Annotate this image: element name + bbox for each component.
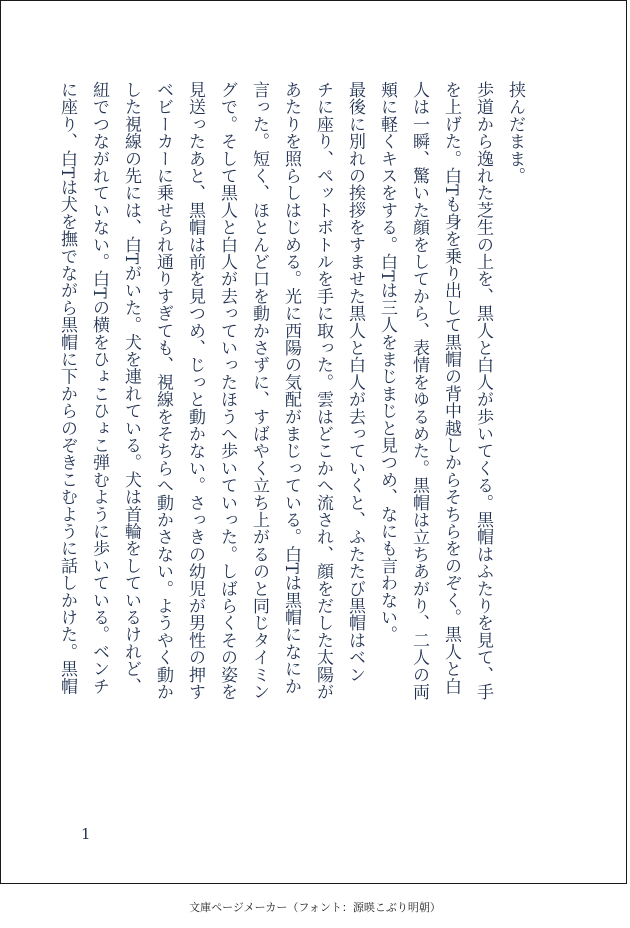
- text-line: を上げた。白Tも身を乗り出して黒帽の背中越しからそちらをのぞく。黒人と白: [441, 81, 461, 695]
- text-line: チに座り、ペットボトルを手に取った。雲はどこかへ流され、顔をだした太陽が: [313, 81, 333, 701]
- text-line: 最後に別れの挨拶をすませた黒人と白人が去っていくと、ふたたび黒帽はベン: [345, 81, 365, 683]
- text-line: に座り、白Tは犬を撫でながら黒帽に下からのぞきこむように話しかけた。黒帽: [57, 81, 77, 695]
- text-line: 見送ったあと、黒帽は前を見つめ、じっと動かない。さっきの幼児が男性の押す: [185, 81, 205, 701]
- text-line: 挟んだまま。: [505, 81, 525, 185]
- text-line: 人は一瞬、驚いた顔をしてから、表情をゆるめた。黒帽は立ちあがり、二人の両: [409, 81, 429, 701]
- vertical-text-body: [51, 81, 531, 791]
- text-line: した視線の先には、白Tがいた。犬を連れている。犬は首輪をしているけれど、: [121, 81, 141, 695]
- text-line: グで。そして黒人と白人が去っていったほうへ歩いていった。しばらくその姿を: [217, 81, 237, 701]
- footer-caption: 文庫ページメーカー（フォント：源暎こぶり明朝）: [189, 901, 441, 914]
- text-line: ベビーカーに乗せられ通りすぎても、視線をそちらへ動かさない。ようやく動か: [153, 81, 173, 701]
- text-line: あたりを照らしはじめる。光に西陽の気配がまじっている。白Tは黒帽になにか: [281, 81, 301, 695]
- text-line: 頬に軽くキスをする。白Tは三人をまじまじと見つめ、なにも言わない。: [377, 81, 397, 643]
- page-number: 1: [81, 825, 91, 843]
- text-line: 紐でつながれていない。白Tの横をひょこひょこ弾むように歩いている。ベンチ: [89, 81, 109, 695]
- text-line: 歩道から逸れた芝生の上を、黒人と白人が歩いてくる。黒帽はふたりを見て、手: [473, 81, 493, 701]
- text-line: 言った。短く、ほとんど口を動かさずに、すばやく立ち上がるのと同じタイミン: [249, 81, 269, 701]
